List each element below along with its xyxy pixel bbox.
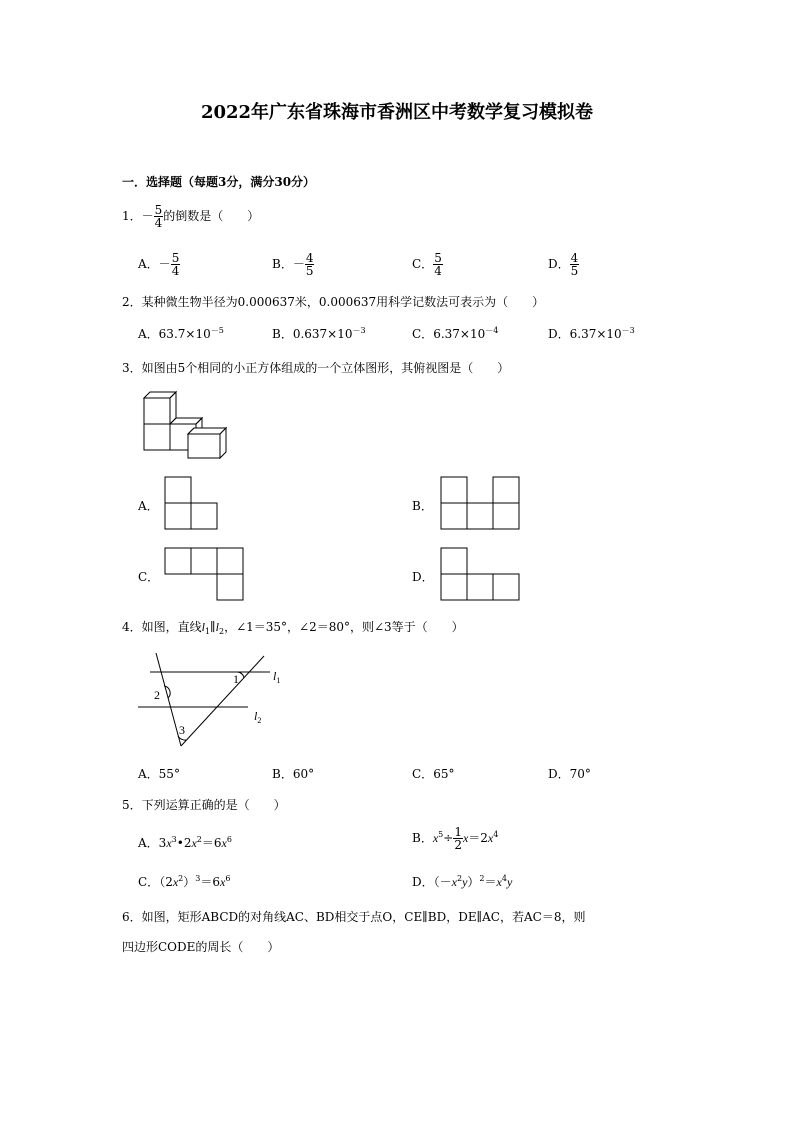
q4-option-d[interactable]: D．70° xyxy=(548,767,591,781)
q5-option-a[interactable]: A．$3x^3•2x^2=6x^6$ xyxy=(138,835,232,850)
question-1 xyxy=(122,204,259,229)
transversal-right xyxy=(181,656,264,746)
q2-option-d[interactable]: D．$6.37\times 10^{-3}$ xyxy=(548,326,635,341)
angle-2-label: 2 xyxy=(154,688,160,702)
q1-text: 的倒数是（ ） xyxy=(163,209,260,223)
angle-1-label: 1 xyxy=(233,672,239,686)
q3-option-a-figure[interactable] xyxy=(164,476,222,532)
question-3: 3．如图由5个相同的小正方体组成的一个立体图形，其俯视图是（ ） xyxy=(122,361,510,375)
question-5: 5．下列运算正确的是（ ） xyxy=(122,798,286,812)
q1-option-c[interactable]: C． $\frac{5}{4}$ xyxy=(412,251,442,278)
page-title: 2022年广东省珠海市香洲区中考数学复习模拟卷 xyxy=(200,102,594,123)
question-4: 4．如图，直线$l_1\parallel l_2$，∠1＝35°，∠2＝80°，则∠3等于（ ） xyxy=(122,620,464,636)
q2-option-a[interactable]: A．$63.7\times 10^{-5}$ xyxy=(138,326,224,341)
question-2: 2．某种微生物半径为0.000637米，0.000637用科学记数法可表示为（ ） xyxy=(122,295,545,309)
l1-label: $l_1$ xyxy=(273,669,281,685)
angle-3-label: 3 xyxy=(179,723,185,737)
l2-label: $l_2$ xyxy=(254,709,262,725)
q1-option-d[interactable]: D． $\frac{4}{5}$ xyxy=(548,251,579,278)
q3-option-d-figure[interactable] xyxy=(440,547,524,603)
q4-parallel-lines-figure xyxy=(136,650,286,752)
q3-option-b-figure[interactable] xyxy=(440,476,524,532)
q3-option-a[interactable]: A． xyxy=(138,499,159,513)
q3-cube-figure xyxy=(140,388,234,460)
q2-option-b[interactable]: B．$0.637\times 10^{-3}$ xyxy=(272,326,366,341)
q3-option-c-figure[interactable] xyxy=(164,547,248,603)
question-6-line-2: 四边形CODE的周长（ ） xyxy=(122,940,280,954)
q2-option-c[interactable]: C．$6.37\times 10^{-4}$ xyxy=(412,326,499,341)
q3-option-c[interactable]: C． xyxy=(138,570,160,584)
q3-option-d[interactable]: D． xyxy=(412,570,434,584)
q1-fraction: $\frac{5}{4}$ xyxy=(154,203,163,230)
q4-option-c[interactable]: C．65° xyxy=(412,767,455,781)
q4-option-a[interactable]: A．55° xyxy=(138,767,180,781)
q5-option-b[interactable]: B．$x^5\div$ $\frac{1}{2}$ $x=2x^4$ xyxy=(412,825,499,852)
q5-option-c[interactable]: C．$(2x^2)^3=6x^6$ xyxy=(138,874,231,889)
q4-option-b[interactable]: B．60° xyxy=(272,767,315,781)
q1-number: 1． xyxy=(122,209,142,223)
q1-neg: － xyxy=(141,209,154,223)
q3-option-b[interactable]: B． xyxy=(412,499,433,513)
q1-option-a[interactable]: A．－ $\frac{5}{4}$ xyxy=(138,251,180,278)
section-heading: 一．选择题（每题3分，满分30分） xyxy=(122,175,316,189)
question-6-line-1: 6．如图，矩形ABCD的对角线AC、BD相交于点O，CE∥BD，DE∥AC，若AC＝8，则 xyxy=(122,910,586,924)
q1-option-b[interactable]: B．－ $\frac{4}{5}$ xyxy=(272,251,314,278)
q5-option-d[interactable]: D．$(-x^2y)^2=x^4y$ xyxy=(412,874,513,889)
